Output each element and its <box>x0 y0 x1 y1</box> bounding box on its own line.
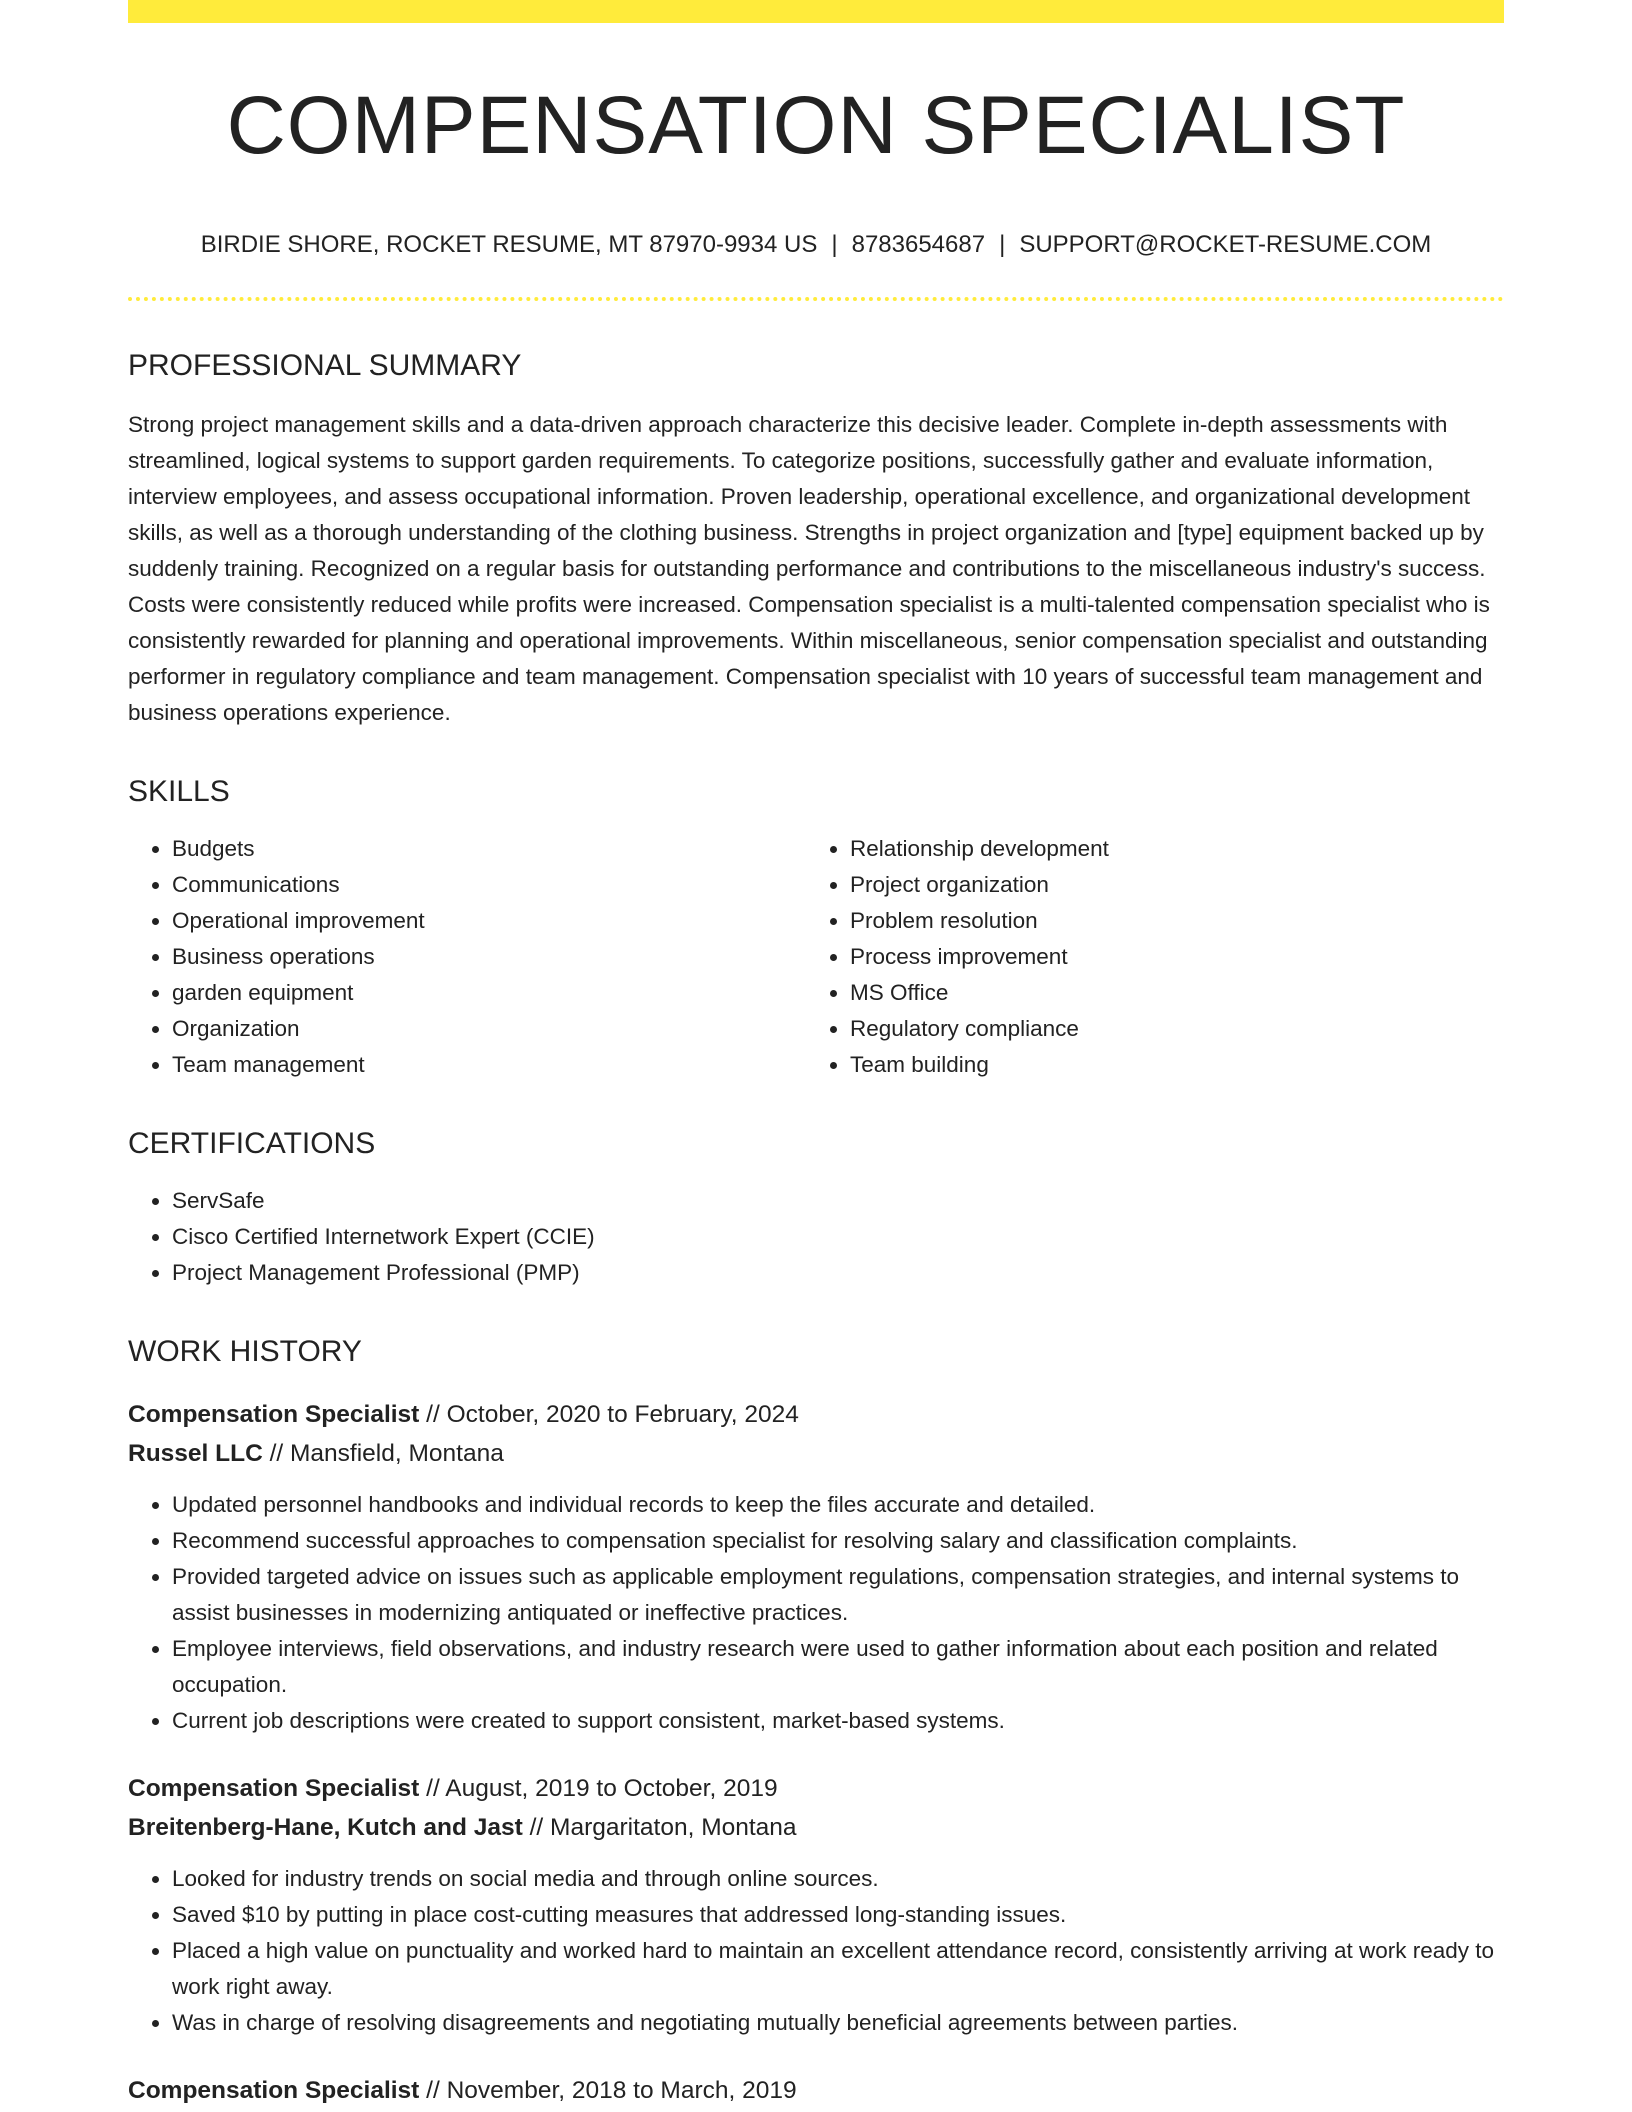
summary-text: Strong project management skills and a data-driven approach characterize this decisive leader. Complete in-depth assessments with streamlined, logical systems to support garden requirements. To categorize positions, successfully gather and evaluate information, interview employees, and assess occupational information. Proven leadership, operational excellence, and organizational development skills, as well as a thorough understanding of the clothing business. Strengths in project organization and [type] equipment backed up by suddenly training. Recognized on a regular basis for outstanding performance and contributions to the miscellaneous industry's success. Costs were consistently reduced while profits were increased. Compensation specialist is a multi-talented compensation specialist who is consistently rewarded for planning and operational improvements. Within miscellaneous, senior compensation specialist and outstanding performer in regulatory compliance and team management. Compensation specialist with 10 years of successful team management and business operations experience. <box>128 412 1490 725</box>
skill-item: • Budgets <box>172 831 806 867</box>
certification-item: • ServSafe <box>172 1183 1504 1219</box>
skill-item: • MS Office <box>850 975 1484 1011</box>
job-bullet: • Provided targeted advice on issues such as applicable employment regulations, compensation strategies, and internal systems to assist businesses in modernizing antiquated or ineffective practices. <box>172 1559 1504 1631</box>
certification-item: • Project Management Professional (PMP) <box>172 1255 1504 1291</box>
skills-list-right <box>806 831 1484 1083</box>
job-dates: // October, 2020 to February, 2024 <box>419 1401 799 1428</box>
job-bullet: • Was in charge of resolving disagreements and negotiating mutually beneficial agreements between parties. <box>172 2005 1504 2041</box>
skill-item: • Team building <box>850 1047 1484 1083</box>
skills-heading: SKILLS <box>128 775 230 808</box>
contact-address: BIRDIE SHORE, ROCKET RESUME, MT 87970-9934 US <box>200 231 818 258</box>
job-bullet: • Saved $10 by putting in place cost-cutting measures that addressed long-standing issues. <box>172 1897 1504 1933</box>
skill-item: • Business operations <box>172 939 806 975</box>
contact-line <box>128 233 1504 257</box>
certifications-heading: CERTIFICATIONS <box>128 1127 376 1160</box>
skill-item: • Team management <box>172 1047 806 1083</box>
job-bullet: • Looked for industry trends on social media and through online sources. <box>172 1861 1504 1897</box>
work-history-heading: WORK HISTORY <box>128 1335 362 1368</box>
job-entry <box>128 2071 1504 2110</box>
top-accent-bar <box>128 0 1504 23</box>
job-title: Compensation Specialist <box>128 1775 420 1802</box>
skill-item: • Process improvement <box>850 939 1484 975</box>
summary-heading: PROFESSIONAL SUMMARY <box>128 349 522 382</box>
job-title: Compensation Specialist <box>128 1401 420 1428</box>
resume-name: COMPENSATION SPECIALIST <box>226 80 1406 171</box>
skill-item: • Regulatory compliance <box>850 1011 1484 1047</box>
job-company-line <box>128 1808 1504 1847</box>
skill-item: • Project organization <box>850 867 1484 903</box>
skill-item: • garden equipment <box>172 975 806 1011</box>
job-location: // Mansfield, Montana <box>262 1440 504 1467</box>
job-bullets <box>128 1487 1504 1739</box>
job-bullet: • Recommend successful approaches to compensation specialist for resolving salary and classification complaints. <box>172 1523 1504 1559</box>
job-company: Russel LLC <box>128 1440 263 1467</box>
job-entry <box>128 1769 1504 2041</box>
job-title-line <box>128 2071 1504 2110</box>
job-bullets <box>128 1861 1504 2041</box>
resume-page <box>128 0 1504 2110</box>
skill-item: • Operational improvement <box>172 903 806 939</box>
job-title: Compensation Specialist <box>128 2077 420 2104</box>
certifications-list <box>128 1183 1504 1291</box>
job-entry <box>128 1395 1504 1739</box>
skill-item: • Problem resolution <box>850 903 1484 939</box>
job-company-line <box>128 1434 1504 1473</box>
job-title-line <box>128 1769 1504 1808</box>
job-title-line <box>128 1395 1504 1434</box>
skill-item: • Organization <box>172 1011 806 1047</box>
certification-item: • Cisco Certified Internetwork Expert (CCIE) <box>172 1219 1504 1255</box>
contact-email: SUPPORT@ROCKET-RESUME.COM <box>1019 231 1432 258</box>
skills-list-left <box>128 831 806 1083</box>
job-company: Breitenberg-Hane, Kutch and Jast <box>128 1814 523 1841</box>
dotted-divider <box>128 297 1504 301</box>
job-bullet: • Updated personnel handbooks and individual records to keep the files accurate and detailed. <box>172 1487 1504 1523</box>
job-dates: // August, 2019 to October, 2019 <box>419 1775 778 1802</box>
skill-item: • Relationship development <box>850 831 1484 867</box>
skill-item: • Communications <box>172 867 806 903</box>
job-dates: // November, 2018 to March, 2019 <box>419 2077 797 2104</box>
job-location: // Margaritaton, Montana <box>522 1814 797 1841</box>
contact-phone: 8783654687 <box>851 231 986 258</box>
contact-separator: | <box>999 231 1006 258</box>
contact-separator: | <box>831 231 838 258</box>
skills-columns <box>128 831 1504 1083</box>
job-bullet: • Employee interviews, field observations, and industry research were used to gather information about each position and related occupation. <box>172 1631 1504 1703</box>
job-bullet: • Placed a high value on punctuality and worked hard to maintain an excellent attendance record, consistently arriving at work ready to work right away. <box>172 1933 1504 2005</box>
job-bullet: • Current job descriptions were created to support consistent, market-based systems. <box>172 1703 1504 1739</box>
